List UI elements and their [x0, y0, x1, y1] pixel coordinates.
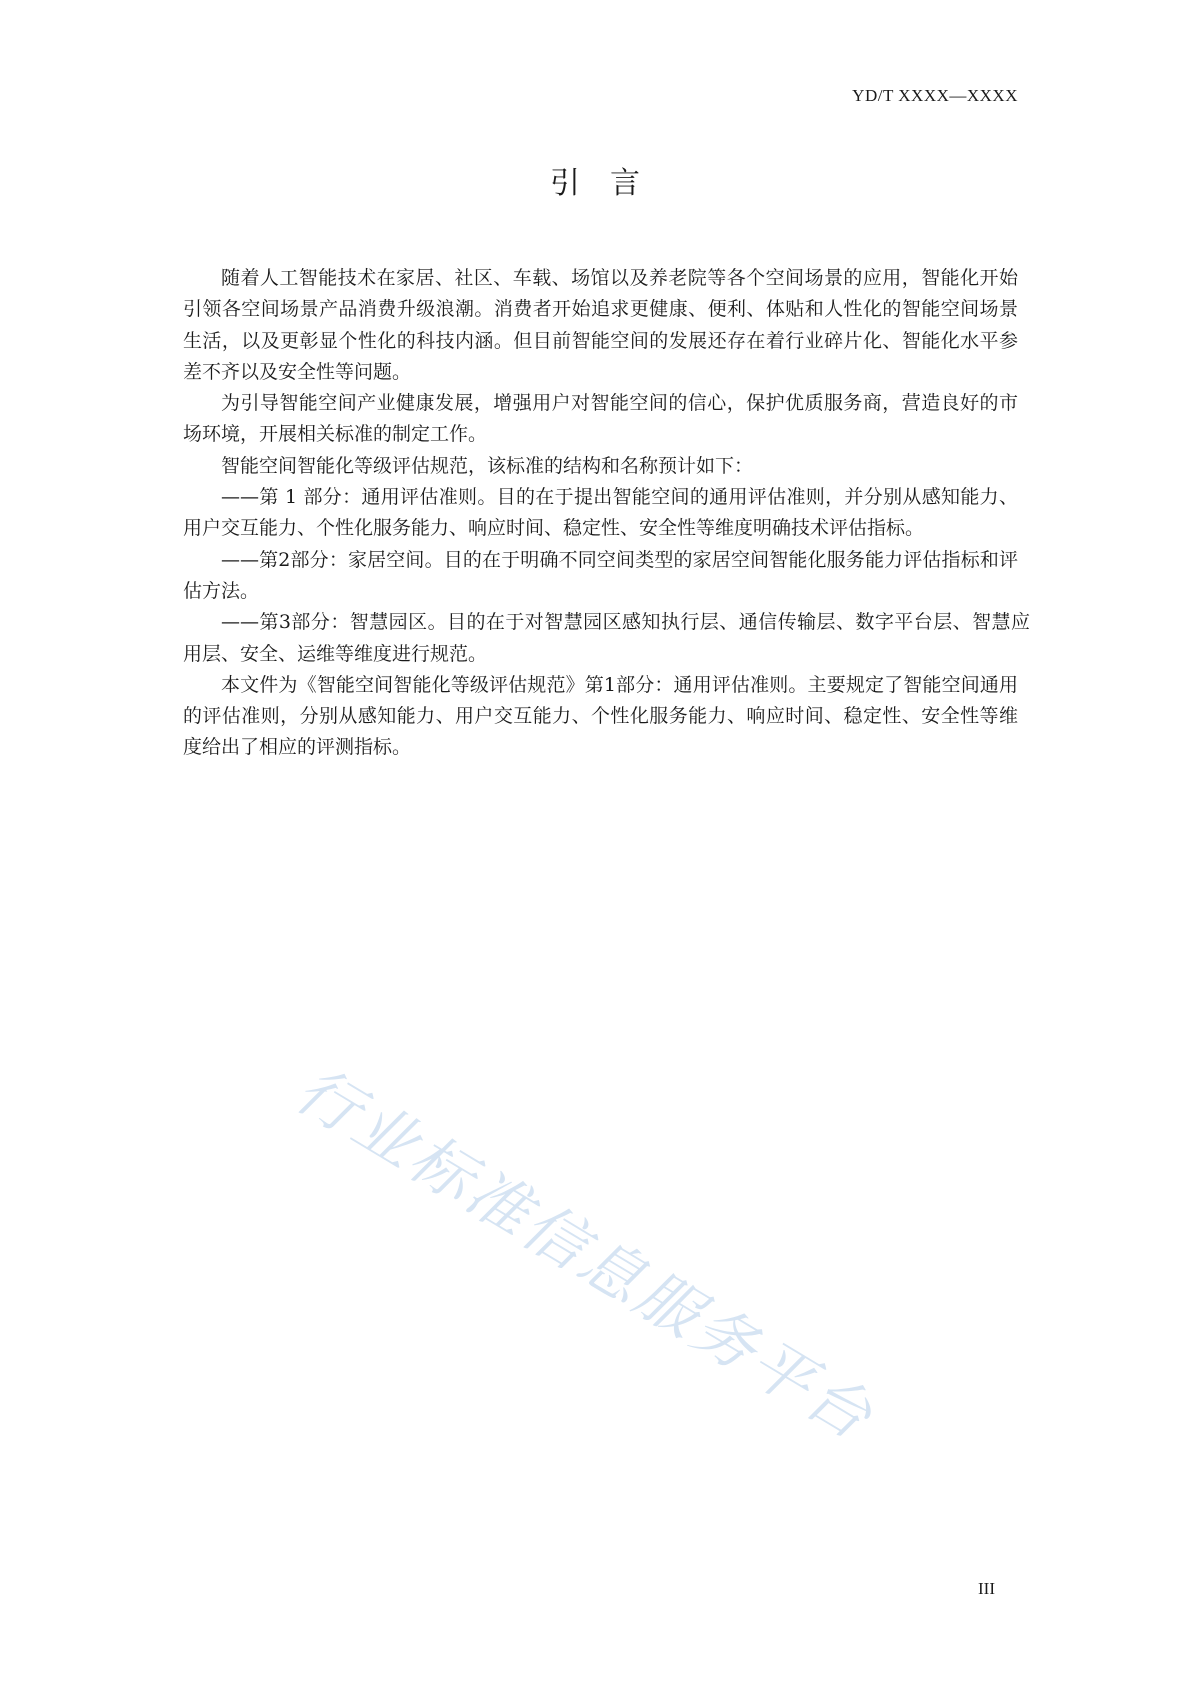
paragraph-part-1: ——第 1 部分：通用评估准则。目的在于提出智能空间的通用评估准则，并分别从感知能力、用户交互能力、个性化服务能力、响应时间、稳定性、安全性等维度明确技术评估指标。 — [183, 486, 1018, 540]
paragraph-structure: 智能空间智能化等级评估规范，该标准的结构和名称预计如下： — [221, 454, 754, 477]
paragraph-part-2: ——第2部分：家居空间。目的在于明确不同空间类型的家居空间智能化服务能力评估指标和评估方法。 — [183, 548, 1018, 602]
body-text — [183, 263, 1030, 764]
page-title: 引言 — [550, 166, 670, 201]
paragraph-intro: 随着人工智能技术在家居、社区、车载、场馆以及养老院等各个空间场景的应用，智能化开始引领各空间场景产品消费升级浪潮。消费者开始追求更健康、便利、体贴和人性化的智能空间场景生活，以及更彰显个性化的科技内涵。但目前智能空间的发展还存在着行业碎片化、智能化水平参差不齐以及安全性等问题。 — [183, 267, 1018, 383]
paragraph-scope: 本文件为《智能空间智能化等级评估规范》第1部分：通用评估准则。主要规定了智能空间通用的评估准则，分别从感知能力、用户交互能力、个性化服务能力、响应时间、稳定性、安全性等维度给出了相应的评测指标。 — [183, 673, 1018, 759]
paragraph-part-3: ——第3部分：智慧园区。目的在于对智慧园区感知执行层、通信传输层、数字平台层、智慧应用层、安全、运维等维度进行规范。 — [183, 611, 1030, 665]
watermark: 行业标准信息服务平台 — [283, 1052, 887, 1456]
paragraph-purpose: 为引导智能空间产业健康发展，增强用户对智能空间的信心，保护优质服务商，营造良好的市场环境，开展相关标准的制定工作。 — [183, 392, 1018, 446]
page-number: III — [978, 1579, 995, 1598]
document-code: YD/T XXXX—XXXX — [852, 86, 1018, 105]
